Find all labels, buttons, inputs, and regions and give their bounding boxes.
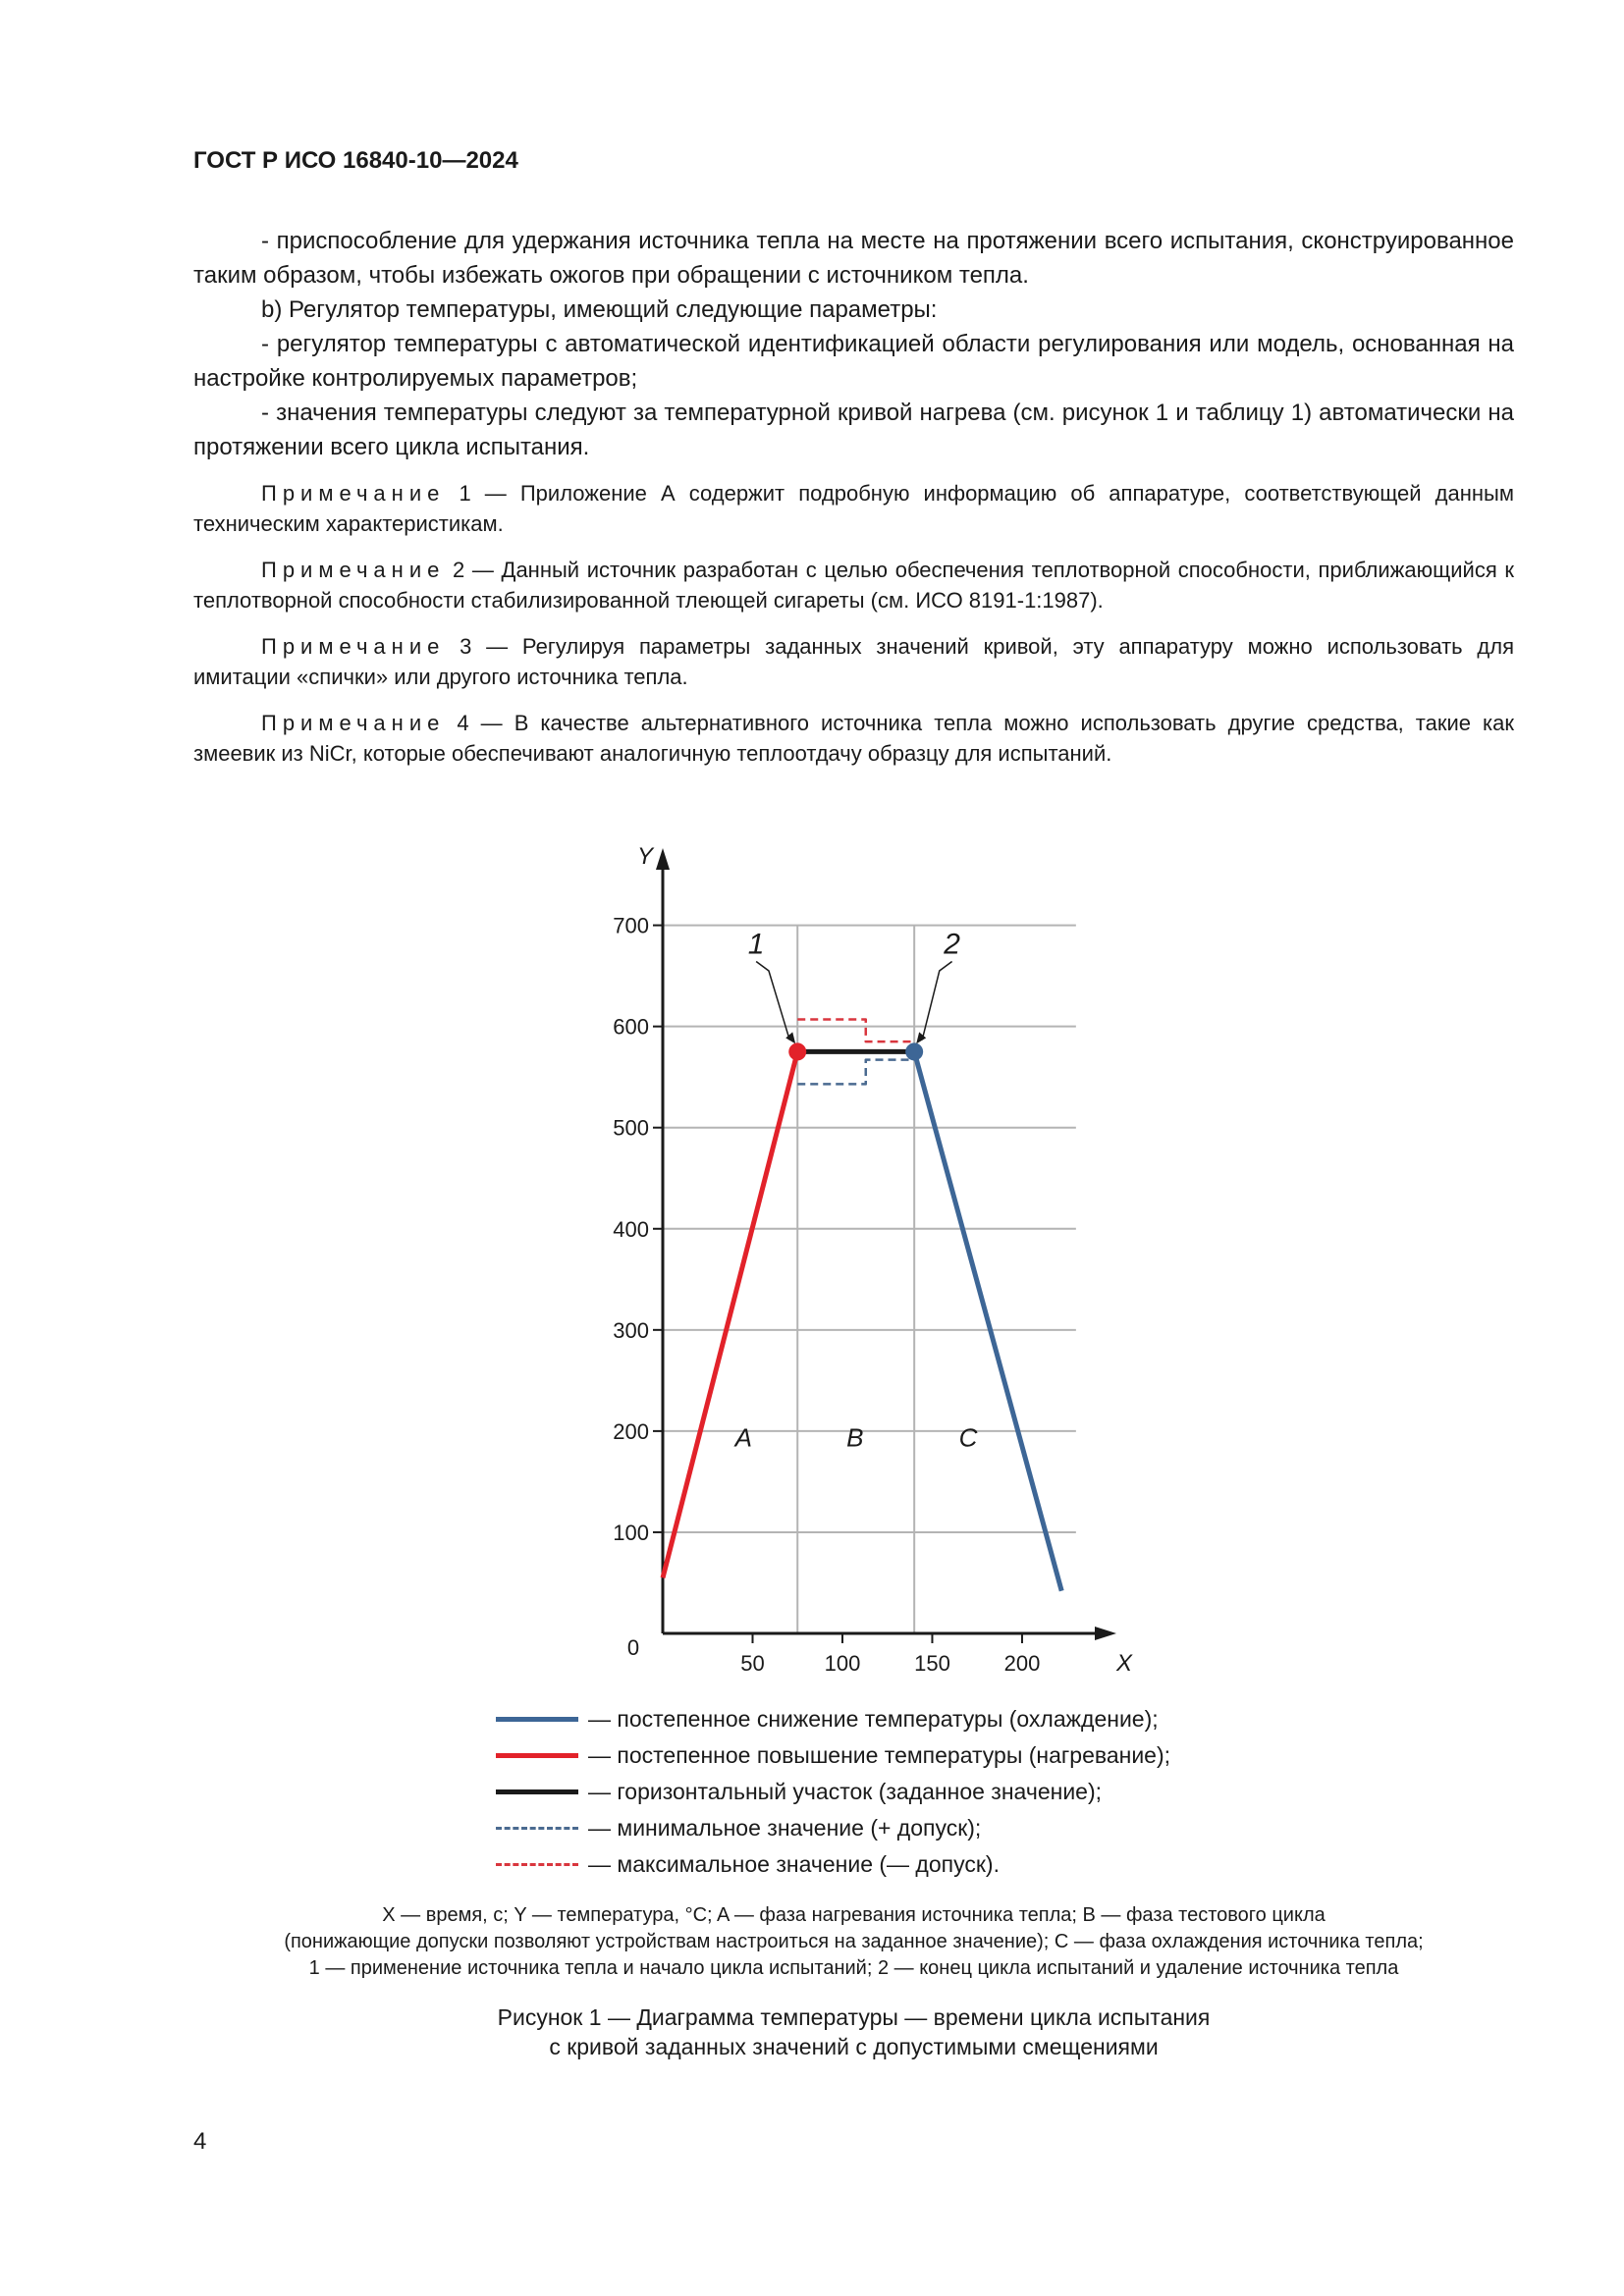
legend-swatch [496, 1863, 578, 1866]
note-text: — Приложение А содержит подробную информацию об аппаратуре, соответствующей данным техническим характеристикам. [193, 481, 1514, 536]
paragraph: - регулятор температуры с автоматической идентификацией области регулирования или модель, основанная на настройке контролируемых параметров; [193, 331, 1514, 392]
note-text: — Регулируя параметры заданных значений кривой, эту аппаратуру можно использовать для имитации «спички» или другого источника тепла. [193, 634, 1514, 689]
legend-swatch [496, 1789, 578, 1794]
note-label: Примечание [261, 558, 446, 582]
paragraph: b) Регулятор температуры, имеющий следующие параметры: [261, 296, 938, 323]
note-text: — Данный источник разработан с целью обеспечения теплотворной способности, приближающийся к теплотворной способности стабилизированной тлеющей сигареты (см. ИСО 8191-1:1987). [193, 558, 1514, 613]
figure-key-line: X — время, с; Y — температура, °C; A — фаза нагревания источника тепла; B — фаза тестового цикла [382, 1904, 1326, 1926]
y-axis-label: Y [636, 843, 654, 870]
y-axis-arrow [656, 848, 670, 870]
note-number: 1 [459, 481, 471, 506]
figure-title-line: с кривой заданных значений с допустимыми смещениями [549, 2034, 1159, 2059]
note-label: Примечание [261, 634, 446, 659]
y-tick-label: 200 [613, 1418, 649, 1444]
body-text [193, 224, 1514, 784]
figure-key-line: 1 — применение источника тепла и начало цикла испытаний; 2 — конец цикла испытаний и удаление источника тепла [308, 1957, 1399, 1979]
legend-label: — максимальное значение (— допуск). [588, 1851, 1000, 1877]
legend-label: — постепенное снижение температуры (охлаждение); [588, 1706, 1159, 1732]
x-tick-label: 150 [914, 1651, 950, 1676]
figure-key-line: (понижающие допуски позволяют устройствам настроиться на заданное значение); C — фаза охлаждения источника тепла; [284, 1931, 1424, 1952]
region-label: C [958, 1422, 978, 1453]
note-text: — В качестве альтернативного источника тепла можно использовать другие средства, такие как змеевик из NiCr, которые обеспечивают аналогичную теплоотдачу образцу для испытаний. [193, 711, 1514, 766]
origin-label: 0 [626, 1635, 640, 1660]
note-label: Примечание [261, 481, 446, 506]
tolerance-line [797, 1051, 914, 1084]
tolerance-line [797, 1019, 914, 1051]
y-tick-label: 700 [613, 913, 649, 938]
legend-swatch [496, 1753, 578, 1758]
legend-label: — постепенное повышение температуры (нагревание); [588, 1742, 1171, 1768]
legend-swatch [496, 1827, 578, 1830]
curve-line [663, 1051, 797, 1577]
y-tick-label: 300 [613, 1317, 649, 1343]
figure-key [193, 1902, 1514, 1982]
note-2 [193, 555, 1514, 615]
marker-point [788, 1042, 806, 1060]
leader-line [922, 961, 951, 1040]
marker-point [905, 1042, 923, 1060]
legend-label: — минимальное значение (+ допуск); [588, 1815, 982, 1841]
marker-label: 1 [747, 928, 765, 961]
marker-label: 2 [944, 928, 960, 961]
note-number: 4 [457, 711, 469, 735]
legend-item-setpoint [496, 1774, 1281, 1810]
region-label: A [734, 1422, 753, 1453]
y-tick-label: 600 [613, 1014, 649, 1040]
x-tick-label: 200 [1003, 1651, 1041, 1676]
y-tick-label: 100 [613, 1520, 649, 1545]
legend-swatch [496, 1717, 578, 1722]
note-number: 3 [460, 634, 472, 659]
y-tick-label: 400 [613, 1216, 649, 1242]
note-label: Примечание [261, 711, 446, 735]
page-number: 4 [193, 2128, 207, 2155]
chart-svg [569, 834, 1133, 1688]
note-3 [193, 631, 1514, 692]
legend-item-minimum [496, 1810, 1281, 1846]
document-id-header: ГОСТ Р ИСО 16840-10—2024 [193, 147, 518, 174]
chart-legend [496, 1701, 1281, 1883]
note-1 [193, 478, 1514, 539]
x-axis-arrow [1095, 1627, 1116, 1640]
region-label: B [846, 1422, 864, 1453]
legend-item-cooling [496, 1701, 1281, 1737]
legend-item-heating [496, 1737, 1281, 1774]
x-tick-label: 100 [824, 1651, 861, 1676]
paragraph: - приспособление для удержания источника тепла на месте на протяжении всего испытания, сконструированное таким образом, чтобы избежать ожогов при обращении с источником тепла. [193, 228, 1514, 289]
leader-arrowhead [916, 1032, 926, 1043]
temperature-time-chart [569, 834, 1133, 1688]
curve-line [914, 1051, 1061, 1590]
x-axis-label: X [1115, 1650, 1133, 1677]
figure-title-line: Рисунок 1 — Диаграмма температуры — времени цикла испытания [497, 2004, 1211, 2030]
paragraph: - значения температуры следуют за температурной кривой нагрева (см. рисунок 1 и таблицу 1) автоматически на протяжении всего цикла испытания. [193, 400, 1514, 460]
note-4 [193, 708, 1514, 769]
note-number: 2 [453, 558, 465, 582]
x-tick-label: 50 [740, 1651, 765, 1676]
leader-line [756, 961, 789, 1040]
legend-label: — горизонтальный участок (заданное значение); [588, 1779, 1103, 1804]
legend-item-maximum [496, 1846, 1281, 1883]
y-tick-label: 500 [613, 1115, 649, 1141]
figure-title [193, 2002, 1514, 2061]
